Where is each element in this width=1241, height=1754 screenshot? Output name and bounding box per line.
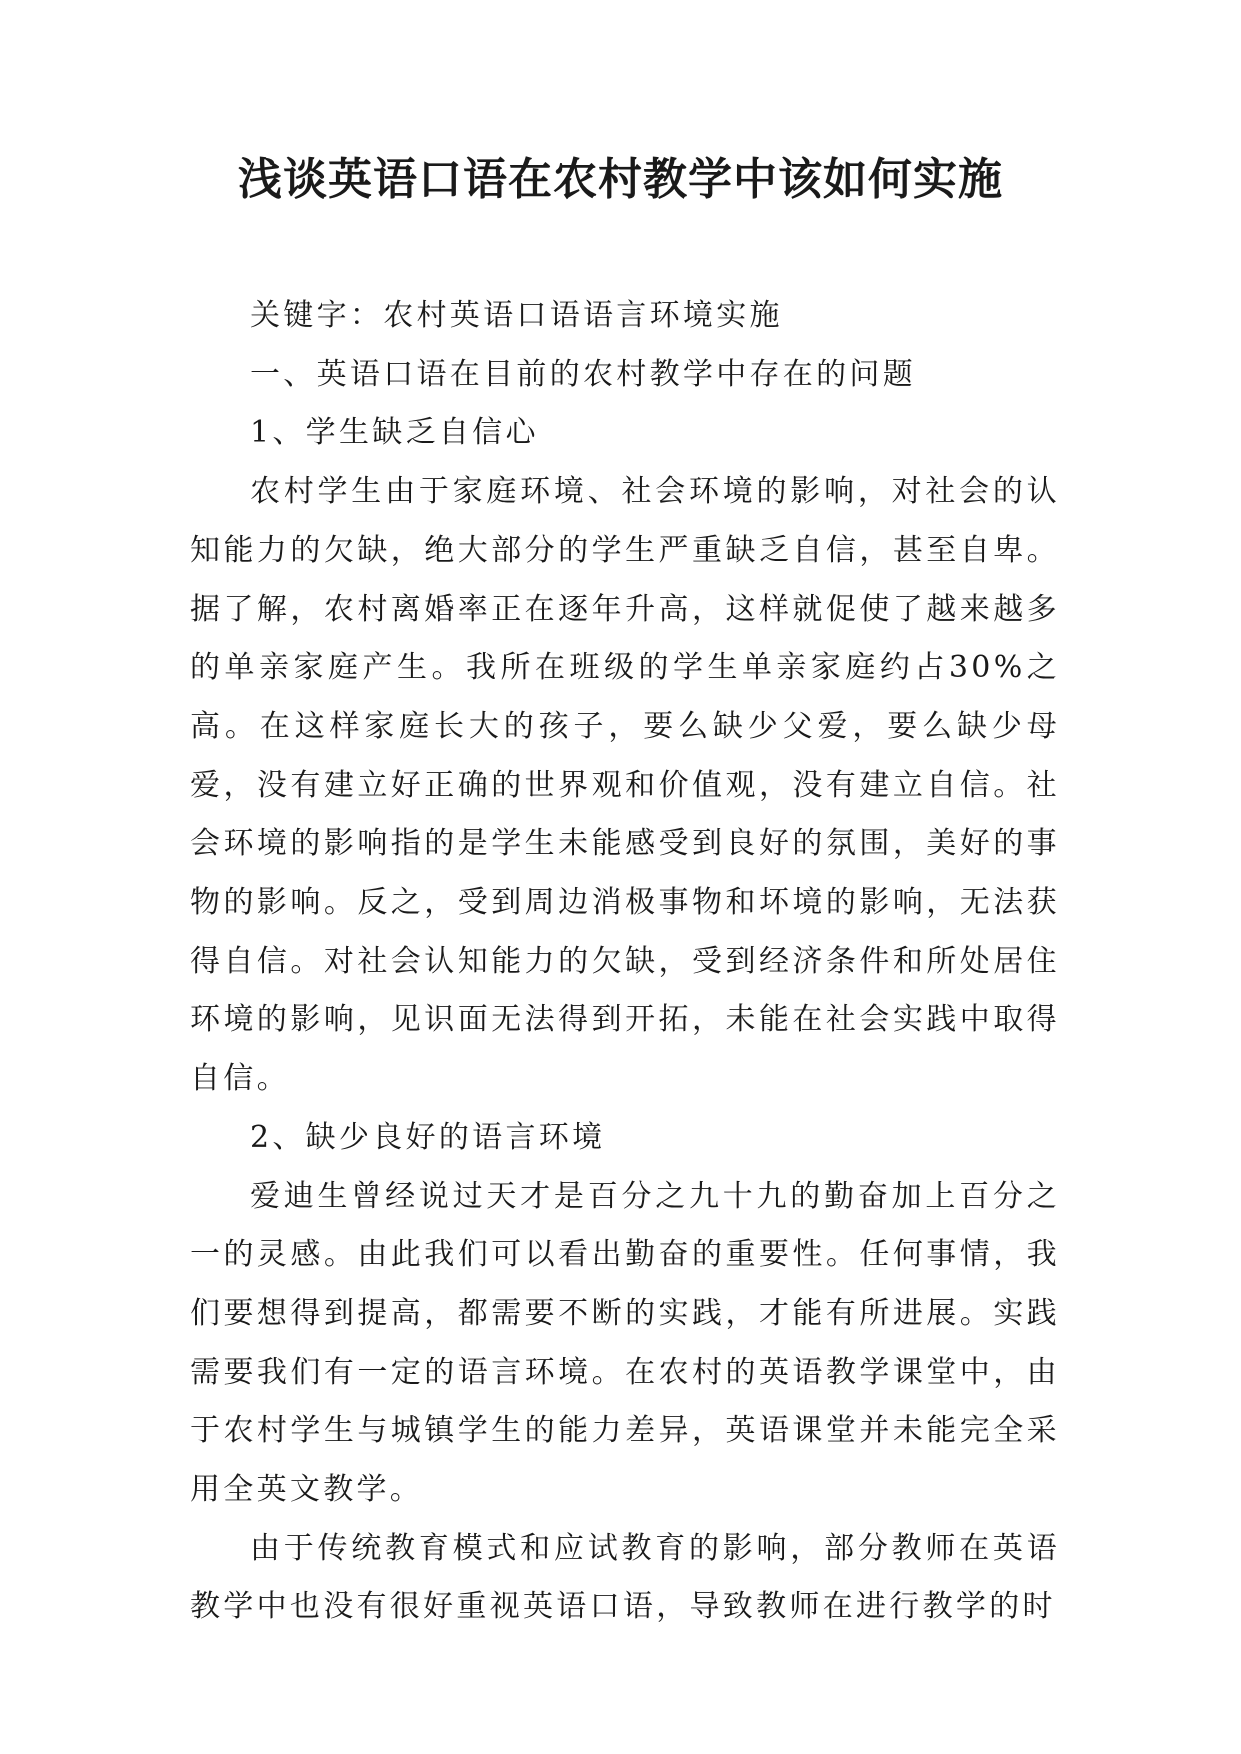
subsection-heading: 2、缺少良好的语言环境 bbox=[250, 1119, 606, 1155]
body-paragraph: 由于传统教育模式和应试教育的影响，部分教师在英语教学中也没有很好重视英语口语，导致教师在进行教学的时 bbox=[190, 1530, 1060, 1625]
body-paragraph: 农村学生由于家庭环境、社会环境的影响，对社会的认知能力的欠缺，绝大部分的学生严重缺乏自信，甚至自卑。据了解，农村离婚率正在逐年升高，这样就促使了越来越多的单亲家庭产生。我所在班级的学生单亲家庭约占30%之高。在这样家庭长大的孩子，要么缺少父爱，要么缺少母爱，没有建立好正确的世界观和价值观，没有建立自信。社会环境的影响指的是学生未能感受到良好的氛围，美好的事物的影响。反之，受到周边消极事物和坏境的影响，无法获得自信。对社会认知能力的欠缺，受到经济条件和所处居住环境的影响，见识面无法得到开拓，未能在社会实践中取得自信。 bbox=[190, 474, 1060, 1097]
document-title: 浅谈英语口语在农村教学中该如何实施 bbox=[238, 154, 1003, 205]
section-heading: 一、英语口语在目前的农村教学中存在的问题 bbox=[250, 356, 916, 392]
body-paragraph: 爱迪生曾经说过天才是百分之九十九的勤奋加上百分之一的灵感。由此我们可以看出勤奋的重要性。任何事情，我们要想得到提高，都需要不断的实践，才能有所进展。实践需要我们有一定的语言环境。在农村的英语教学课堂中，由于农村学生与城镇学生的能力差异，英语课堂并未能完全采用全英文教学。 bbox=[190, 1178, 1060, 1508]
subsection-heading: 1、学生缺乏自信心 bbox=[250, 415, 539, 451]
keywords-paragraph: 关键字：农村英语口语语言环境实施 bbox=[250, 298, 783, 333]
document-body bbox=[190, 287, 1060, 1637]
